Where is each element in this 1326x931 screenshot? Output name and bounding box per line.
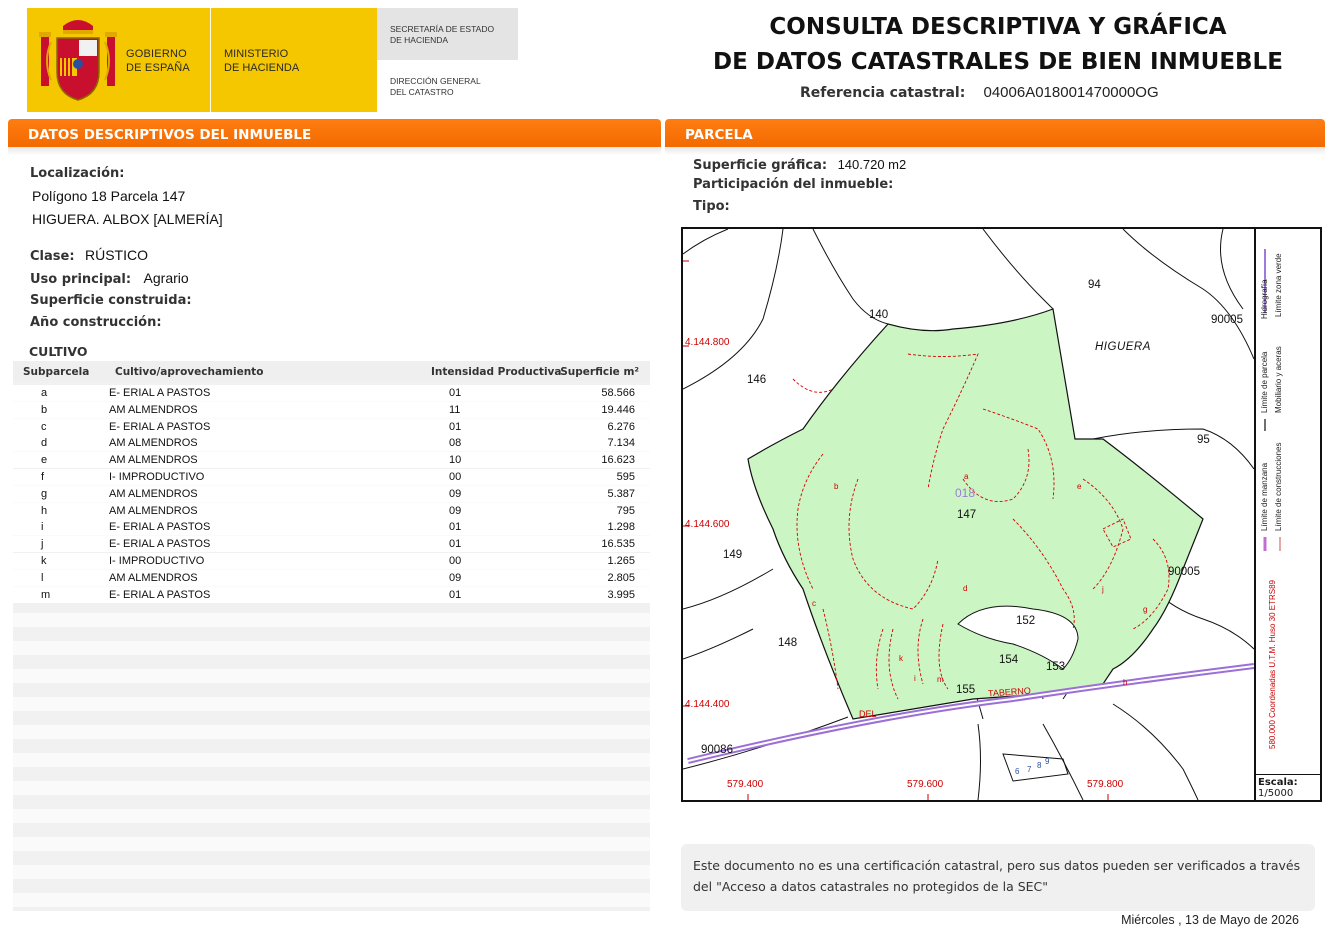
cadastral-map[interactable] [681, 227, 1322, 802]
cell-cultivo: I- IMPRODUCTIVO [109, 471, 205, 483]
cell-intensidad: 01 [449, 538, 462, 551]
cell-cultivo: AM ALMENDROS [109, 454, 198, 467]
ref-value: 04006A018001470000OG [983, 84, 1159, 101]
polygon-label: 018 [955, 486, 976, 500]
legend-mobiliario: Mobiliario y aceras [1274, 346, 1283, 413]
cell-subparcela: m [41, 588, 51, 601]
cell-superficie: 7.134 [607, 437, 635, 450]
table-row [13, 419, 650, 435]
uso-value: Agrario [143, 270, 189, 286]
uso-field [30, 270, 189, 288]
subparcel-letter: m [937, 675, 944, 684]
legend-zona-verde: Límite zona verde [1274, 253, 1283, 317]
subparcel-letter: g [1143, 605, 1148, 614]
subparcel-letter: i [914, 674, 916, 683]
cell-subparcela: j [41, 538, 44, 551]
tipo-label: Tipo: [693, 199, 730, 214]
cell-superficie: 16.535 [601, 538, 635, 551]
cell-superficie: 2.805 [607, 571, 635, 584]
x-coordinate-label: 579.600 [907, 779, 944, 790]
cell-subparcela: c [41, 420, 47, 433]
parcel-number-label: 146 [747, 374, 767, 386]
legend-limite-parcela: Límite de parcela [1260, 351, 1269, 413]
small-parcel-digit: 9 [1045, 757, 1050, 766]
parcela-panel-title: PARCELA [665, 119, 1325, 147]
col-superficie: Superficie m² [560, 366, 639, 378]
cell-superficie: 595 [616, 471, 635, 483]
cell-subparcela: d [41, 437, 48, 450]
descriptive-panel-title: DATOS DESCRIPTIVOS DEL INMUEBLE [8, 119, 661, 147]
anio-construccion-label: Año construcción: [30, 315, 162, 330]
legend-construcciones: Límite de construcciones [1274, 442, 1283, 531]
place-name-label: HIGUERA [1095, 341, 1151, 353]
subparcel-letter: j [1102, 585, 1104, 594]
table-row [13, 570, 650, 586]
table-row [13, 536, 650, 552]
cell-subparcela: a [41, 387, 48, 399]
road-name-label: TABERNO [987, 685, 1032, 699]
cell-cultivo: I- IMPRODUCTIVO [109, 555, 205, 567]
cell-cultivo: AM ALMENDROS [109, 403, 198, 416]
col-subparcela: Subparcela [23, 366, 90, 378]
cell-subparcela: k [41, 555, 47, 567]
y-coordinate-label: 4.144.800 [685, 337, 730, 348]
map-legend [1254, 229, 1320, 800]
cell-intensidad: 01 [449, 521, 462, 534]
parcel-number-label: 149 [723, 549, 743, 561]
localizacion-label: Localización: [30, 166, 125, 181]
cell-intensidad: 01 [449, 387, 462, 399]
subparcel-letter: e [1077, 482, 1082, 491]
sup-grafica-value: 140.720 m2 [837, 157, 907, 172]
uso-label: Uso principal: [30, 272, 132, 287]
panel-shadow [8, 147, 661, 155]
cell-intensidad: 00 [449, 555, 462, 567]
cell-cultivo: AM ALMENDROS [109, 437, 198, 450]
legend-coordenadas: 580.000 Coordenadas U.T.M. Huso 30 ETRS89 [1268, 580, 1277, 749]
cell-cultivo: E- ERIAL A PASTOS [109, 420, 211, 433]
parcel-number-label: 95 [1197, 434, 1210, 446]
small-parcel-digit: 8 [1037, 761, 1042, 770]
subparcel-letter: h [1123, 678, 1128, 687]
parcel-number-label: 94 [1088, 279, 1101, 291]
parcel-number-label: 140 [869, 309, 889, 321]
table-row [13, 385, 650, 401]
y-coordinate-label: 4.144.600 [685, 519, 730, 530]
cell-subparcela: e [41, 454, 48, 467]
escala-label: Escala: [1258, 777, 1298, 788]
legend-limite-manzana: Límite de manzana [1260, 462, 1269, 531]
cell-cultivo: E- ERIAL A PASTOS [109, 521, 211, 534]
disclaimer-note: Este documento no es una certificación catastral, pero sus datos pueden ser verificados a través del "Acceso a datos catastrales no protegidos de la SEC" [681, 844, 1315, 911]
superficie-grafica-field [693, 156, 906, 174]
y-coordinate-label: 4.144.400 [685, 699, 730, 710]
secretaria-label: SECRETARÍA DE ESTADO DE HACIENDA [390, 24, 495, 45]
subparcel-letter: c [812, 599, 816, 608]
small-parcel-digit: 6 [1015, 767, 1020, 776]
parcel-number-label: 147 [957, 509, 977, 521]
cell-superficie: 795 [616, 504, 635, 517]
clase-value: RÚSTICO [84, 247, 148, 263]
subparcel-letter: d [963, 584, 968, 593]
cell-superficie: 3.995 [607, 588, 635, 601]
cultivo-table [13, 361, 650, 911]
table-row [13, 435, 650, 451]
cell-cultivo: E- ERIAL A PASTOS [109, 588, 211, 601]
col-intensidad: Intensidad Productiva [431, 366, 562, 378]
subparcel-letter: k [899, 654, 903, 663]
page-title: CONSULTA DESCRIPTIVA Y GRÁFICA DE DATOS CATASTRALES DE BIEN INMUEBLE [713, 14, 1283, 75]
cell-cultivo: E- ERIAL A PASTOS [109, 538, 211, 551]
table-row [13, 553, 650, 569]
gobierno-label: GOBIERNO DE ESPAÑA [126, 48, 190, 74]
table-row [13, 469, 650, 485]
cell-intensidad: 09 [449, 504, 462, 517]
cell-subparcela: b [41, 403, 48, 416]
table-header [13, 361, 650, 381]
table-row [13, 486, 650, 502]
table-row [13, 519, 650, 535]
subparcel-letter: b [834, 482, 839, 491]
cell-subparcela: h [41, 504, 48, 517]
x-coordinate-label: 579.400 [727, 779, 764, 790]
cell-superficie: 6.276 [607, 420, 635, 433]
clase-field [30, 247, 148, 265]
cell-subparcela: f [41, 471, 45, 483]
ref-label: Referencia catastral: [800, 85, 966, 101]
cell-intensidad: 11 [449, 403, 461, 416]
subparcel-letter: a [964, 472, 969, 481]
parcela-panel [665, 119, 1325, 919]
logo-divider [210, 8, 211, 112]
cell-intensidad: 01 [449, 420, 462, 433]
table-row [13, 503, 650, 519]
cell-intensidad: 08 [449, 437, 462, 450]
parcel-number-label: 148 [778, 637, 798, 649]
cell-cultivo: E- ERIAL A PASTOS [109, 387, 211, 399]
cell-cultivo: AM ALMENDROS [109, 571, 198, 584]
table-row [13, 452, 650, 468]
parcel-number-label: 154 [999, 654, 1019, 666]
cell-intensidad: 09 [449, 487, 462, 500]
x-coordinate-label: 579.800 [1087, 779, 1124, 790]
localizacion-line1: Polígono 18 Parcela 147 [32, 188, 186, 204]
escala-box [1254, 774, 1320, 800]
coat-of-arms-icon [37, 16, 119, 104]
cell-subparcela: i [41, 521, 44, 534]
escala-value: 1/5000 [1258, 788, 1294, 799]
cell-intensidad: 01 [449, 588, 462, 601]
cell-intensidad: 00 [449, 471, 462, 483]
panel-shadow [665, 147, 1325, 155]
cultivo-section-title: CULTIVO [29, 344, 88, 359]
cell-superficie: 1.298 [607, 521, 635, 534]
cell-superficie: 19.446 [601, 403, 635, 416]
col-cultivo: Cultivo/aprovechamiento [115, 366, 264, 378]
participacion-label: Participación del inmueble: [693, 177, 894, 192]
cell-cultivo: AM ALMENDROS [109, 487, 198, 500]
legend-hidrografia: Hidrografía [1260, 279, 1269, 319]
ministerio-label: MINISTERIO DE HACIENDA [224, 48, 300, 74]
cell-superficie: 1.265 [607, 555, 635, 567]
parcel-number-label: 155 [956, 684, 976, 696]
cell-cultivo: AM ALMENDROS [109, 504, 198, 517]
table-row [13, 587, 650, 603]
superficie-construida-label: Superficie construida: [30, 293, 192, 308]
parcel-number-label: 152 [1016, 615, 1036, 627]
cell-superficie: 16.623 [601, 454, 635, 467]
parcel-number-label: 90005 [1211, 314, 1243, 326]
cell-superficie: 58.566 [601, 387, 635, 399]
cell-superficie: 5.387 [607, 487, 635, 500]
small-parcel-digit: 7 [1027, 765, 1032, 774]
footer-date: Miércoles , 13 de Mayo de 2026 [1121, 913, 1299, 927]
referencia-catastral [800, 84, 1159, 101]
clase-label: Clase: [30, 249, 75, 264]
table-row [13, 402, 650, 418]
cell-subparcela: g [41, 487, 48, 500]
parcel-number-label: 153 [1046, 661, 1066, 673]
sup-grafica-label: Superficie gráfica: [693, 158, 828, 173]
direccion-label: DIRECCIÓN GENERAL DEL CATASTRO [390, 76, 481, 97]
cell-intensidad: 09 [449, 571, 462, 584]
cell-intensidad: 10 [449, 454, 462, 467]
descriptive-data-panel [8, 119, 661, 919]
cell-subparcela: l [41, 571, 44, 584]
parcel-number-label: 90086 [701, 744, 733, 756]
road-name-label: DEL [859, 709, 877, 719]
parcel-number-label: 90005 [1168, 566, 1200, 578]
localizacion-line2: HIGUERA. ALBOX [ALMERÍA] [32, 211, 223, 227]
government-logo [27, 8, 518, 112]
